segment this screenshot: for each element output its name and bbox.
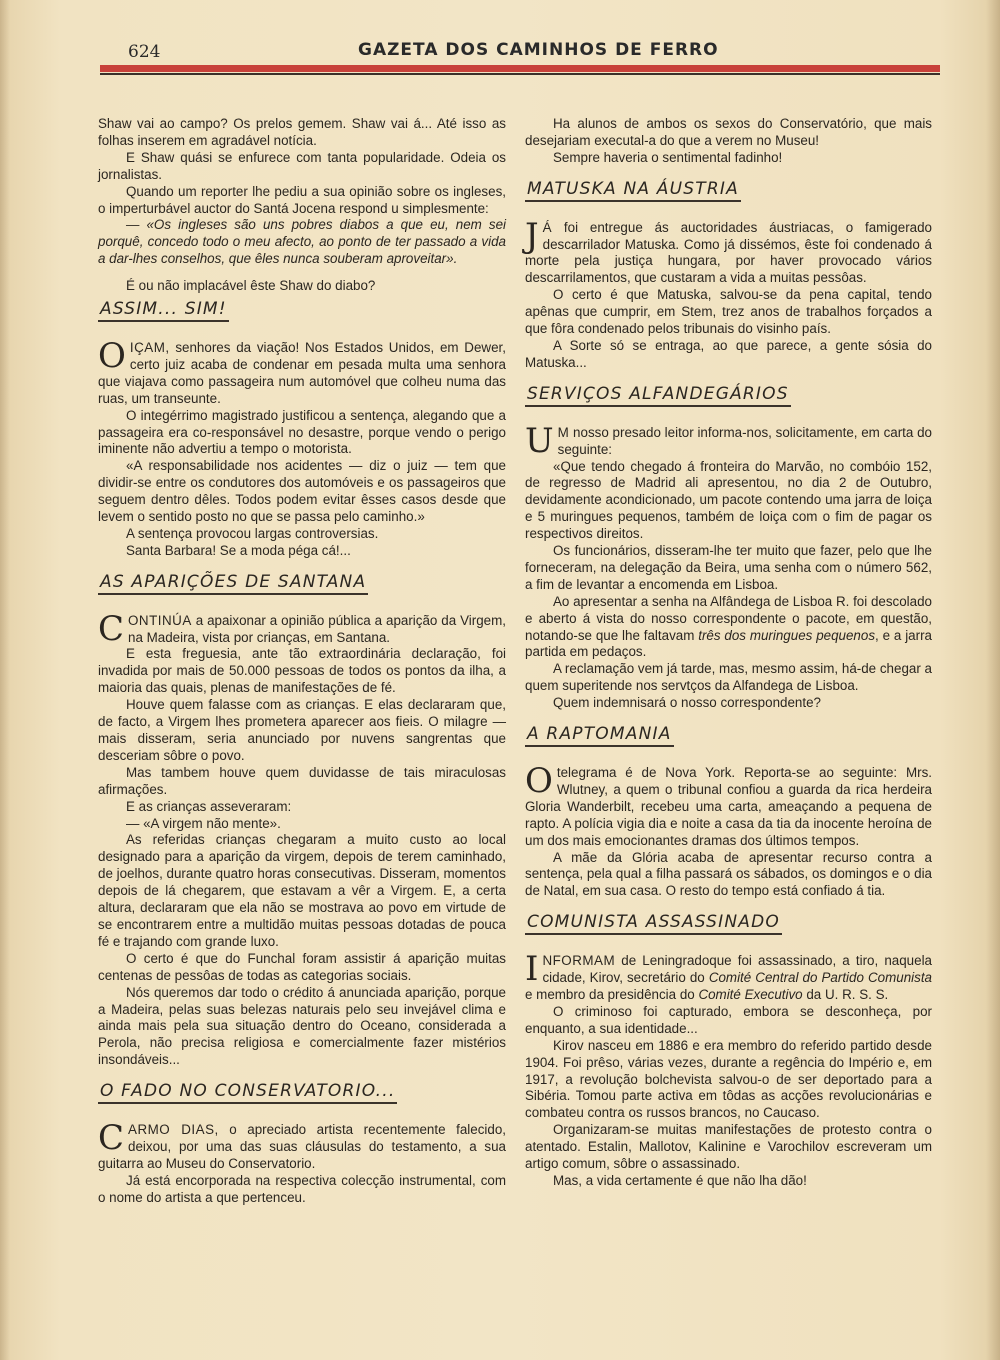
paragraph: Nós queremos dar todo o crédito á anunciada aparição, porque a Madeira, pelas suas belezas naturais pelo seu invejável clima e ainda mais pela sua situação dentro do Oceano, considerada a Perola, não precisa religiosa e comercialmente fazer mistérios insondáveis... [98, 984, 506, 1068]
lead-word: M [557, 424, 570, 440]
lead-paragraph [98, 1118, 506, 1173]
paragraph: As referidas crianças chegaram a muito custo ao local designado para a aparição da virgem, depois de terem caminhado, de joelhos, durante quatro horas consecutivas. Disseram, momentos depois de lá chegarem, que estavam a vêr a Virgem. E, a certa altura, declararam que ela não se mostrava ao povo em virtude de se encontrarem entre a multidão muitas pessoas dotadas de pouca fé e trajando com grande luxo. [98, 832, 506, 949]
paragraph: Houve quem falasse com as crianças. E elas declararam que, de facto, a Virgem lhes prometera aparecer aos fieis. O milagre — mais disseram, seria anunciado por nuvens sangrentas que desceriam sôbre o povo. [98, 697, 506, 763]
paragraph: E Shaw quási se enfurece com tanta popularidade. Odeia os jornalistas. [98, 149, 506, 182]
article-raptomania [525, 712, 932, 900]
paragraph: Santa Barbara! Se a moda péga cá!... [126, 542, 351, 558]
emphasis: Comité Executivo [698, 986, 803, 1002]
paragraph-text: o apreciado artista recentemente falecido, deixou, por uma das suas cláusulas do testamento, a sua guitarra ao Museu do Conservatorio. [98, 1122, 506, 1171]
paragraph-text: , e a jarra partida em pedaços. [525, 627, 932, 660]
paragraph-text: a apaixonar a opinião pública a aparição da Virgem, na Madeira, vista por crianças, em Santana. [128, 612, 506, 645]
paragraph-text: nosso presado leitor informa-nos, solicitamente, em carta do seguinte: [557, 424, 932, 457]
lead-paragraph [98, 608, 506, 649]
paragraph: A reclamação vem já tarde, mas, mesmo assim, há-de chegar a quem superitende nos servtços da Alfandega de Lisboa. [525, 661, 932, 694]
paragraph-text: senhores da viação! Nos Estados Unidos, em Dewer, certo juiz acaba de condenar em pesada multa uma senhora que viajava como passageira num automóvel que colheu numa das ruas, um transeunte. [98, 339, 506, 406]
paragraph: Os funcionários, disseram-lhe ter muito que fazer, pelo que lhe forneceram, na delegação da Beira, uma senha com o número 562, a fim de levantar a encomenda em Lisboa. [525, 543, 932, 592]
section-heading: O FADO NO CONSERVATORIO... [98, 1083, 397, 1104]
paragraph-text: de Leningradoque foi assassinado, a tiro, naquela cidade, Kirov, secretário do [542, 953, 932, 986]
paragraph: Organizaram-se muitas manifestações de protesto contra o atentado. Estalin, Mallotov, Kalinine e Varochilov escreveram um artigo comum, sôbre o assassinado. [525, 1122, 932, 1172]
article-aparicoes [98, 560, 506, 1069]
paragraph: Sempre haveria o sentimental fadinho! [553, 149, 783, 165]
drop-cap: C [98, 1118, 125, 1159]
drop-cap: O [98, 335, 126, 376]
quotation: — «Os ingleses são uns pobres diabos a que eu, nem sei porquê, concedo todo o meu afecto, ao ponto de ter passado a vida a dar-lhes conselhos, que êles nunca souberam aproveitar». [98, 217, 506, 267]
lead-paragraph [98, 335, 506, 408]
paragraph: «A responsabilidade nos acidentes — diz o juiz — tem que dividir-se entre os condutores dos automóveis e os passageiros que seguem dentro dêles. Todos podem evitar êsses casos desde que levem o sentido posto no que se passa pelo caminho.» [98, 458, 506, 525]
paragraph-text: telegrama é de Nova York. Reporta-se ao seguinte: Mrs. Wlutney, a quem o tribunal confiou a guarda da rica herdeira Gloria Wanderbilt, recebeu uma carta, ameaçando a pequena de rapto. A polícia vigia dia e noite a casa da tia da inocente heroína de um dos mais emocionantes dramas dos últimos tempos. [525, 765, 932, 848]
article-shaw [98, 116, 506, 295]
lead-word: NFORMAM [542, 953, 616, 969]
drop-cap: U [525, 420, 554, 461]
paragraph: — «A virgem não mente». [126, 815, 281, 831]
paragraph: E as crianças asseveraram: [126, 798, 292, 814]
paragraph: O criminoso foi capturado, embora se desconheça, por enquanto, a sua identidade... [525, 1003, 932, 1036]
paragraph: «Que tendo chegado á fronteira do Marvão, no combóio 152, de regresso de Madrid ali apresentou, no dia 2 de Outubro, devidamente acondicionado, um pacote contendo uma jarra de loiça e 5 muringues pequenos, também de loiça com o fim de pagar os respectivos direitos. [525, 458, 932, 542]
lead-word: Á [542, 219, 553, 235]
page-left-shadow [0, 0, 10, 1360]
emphasis: três dos muringues pequenos [698, 627, 876, 643]
lead-word: IÇAM, [129, 339, 170, 355]
paragraph: O certo é que do Funchal foram assistir á aparição muitas centenas de pessôas de todas as categorias sociais. [98, 950, 506, 983]
paragraph: A sentença provocou largas controversias. [126, 525, 379, 541]
lead-paragraph [525, 420, 932, 461]
section-heading: COMUNISTA ASSASSINADO [525, 914, 782, 935]
page-header [100, 38, 940, 78]
paragraph: O integérrimo magistrado justificou a sentença, alegando que a passageira era co-responsável no desastre, porque vendo o perigo iminente não advertiu a tempo o motorista. [98, 407, 506, 457]
paragraph: Ha alunos de ambos os sexos do Conservatório, que mais desejariam executal-a do que a verem no Museu! [525, 116, 932, 148]
header-red-rule [100, 65, 940, 72]
lead-paragraph [525, 761, 932, 850]
drop-cap: J [525, 215, 539, 256]
article-matuska [525, 167, 932, 372]
paragraph [525, 594, 932, 662]
paragraph-text: da U. R. S. S. [802, 986, 889, 1002]
page-number: 624 [128, 42, 161, 62]
article-fado-continued [525, 116, 932, 167]
lead-word: ARMO DIAS, [128, 1122, 219, 1138]
paragraph: A mãe da Glória acaba de apresentar recurso contra a sentença, pela qual a filha passará os sábados, os domingos e o dia de Natal, em sua casa. O resto do tempo está confiado á tia. [525, 849, 932, 899]
section-heading: MATUSKA NA ÁUSTRIA [525, 181, 741, 202]
paragraph: É ou não implacável êste Shaw do diabo? [126, 278, 376, 294]
section-heading: SERVIÇOS ALFANDEGÁRIOS [525, 386, 791, 407]
paragraph: Quando um reporter lhe pediu a sua opinião sobre os ingleses, o imperturbável auctor do Santá Jocena respond u simplesmente: [98, 183, 506, 216]
running-title: GAZETA DOS CAMINHOS DE FERRO [358, 40, 719, 60]
paragraph-text: foi entregue ás auctoridades áustriacas, o famigerado descarrilador Matuska. Como já dissémos, êste foi condenado á morte pela justiça hungara, por haver provocado vários descarrilamentos, que custaram a vida a muitas pessôas. [525, 219, 932, 286]
section-heading: A RAPTOMANIA [525, 726, 674, 747]
article-fado [98, 1069, 506, 1206]
right-column [525, 116, 932, 1190]
section-heading: AS APARIÇÕES DE SANTANA [98, 574, 368, 595]
article-comunista [525, 900, 932, 1190]
section-heading: ASSIM... SIM! [98, 301, 229, 322]
paragraph-text: e membro da presidência do [525, 986, 699, 1002]
paragraph: Mas tambem houve quem duvidasse de tais miraculosas afirmações. [98, 764, 506, 797]
lead-word: ONTINÚA [128, 612, 192, 628]
paragraph: Mas, a vida certamente é que não lha dão! [553, 1172, 807, 1188]
paragraph: A Sorte só se entraga, ao que parece, a gente sósia do Matuska... [525, 337, 932, 370]
article-assim-sim [98, 295, 506, 560]
left-column [98, 116, 506, 1207]
page-right-shadow [986, 0, 1000, 1360]
article-servicos [525, 372, 932, 712]
drop-cap: C [98, 608, 125, 649]
drop-cap: O [525, 761, 553, 801]
paragraph: Kirov nasceu em 1886 e era membro do referido partido desde 1904. Foi prêso, várias vezes, durante a regência do Império e, em 1917, a revolução bolchevista salvou-o de ser deportado para a Sibéria. Tomou parte activa em tôdas as acções revolucionárias e combateu contra os russos brancos, no Caucaso. [525, 1037, 932, 1121]
emphasis: Comité Central do Partido Comunista [708, 970, 932, 986]
lead-paragraph [525, 215, 932, 288]
paragraph: Shaw vai ao campo? Os prelos gemem. Shaw vai á... Até isso as folhas inserem em agradável notícia. [98, 116, 506, 148]
paragraph: E esta freguesia, ante tão extraordinária declaração, foi invadida por mais de 50.000 pessoas de todos os pontos da ilha, a maioria das quais, plenas de manifestações de fé. [98, 646, 506, 696]
paragraph: O certo é que Matuska, salvou-se da pena capital, tendo apênas que cumprir, em Stem, trez anos de trabalhos forçados a que fôra condenado pelos tribunais do visinho país. [525, 287, 932, 337]
header-dark-rule [100, 73, 940, 75]
paragraph: Quem indemnisará o nosso correspondente? [553, 695, 821, 711]
paragraph-text: Ao apresentar a senha na Alfândega de Lisboa R. foi descolado e aberto á vista do nosso correspondente o pacote, em questão, notando-se que lhe faltavam [525, 593, 932, 643]
paragraph: Já está encorporada na respectiva colecção instrumental, com o nome do artista a que pertenceu. [98, 1172, 506, 1205]
drop-cap: I [525, 949, 539, 990]
lead-paragraph [525, 949, 932, 1004]
